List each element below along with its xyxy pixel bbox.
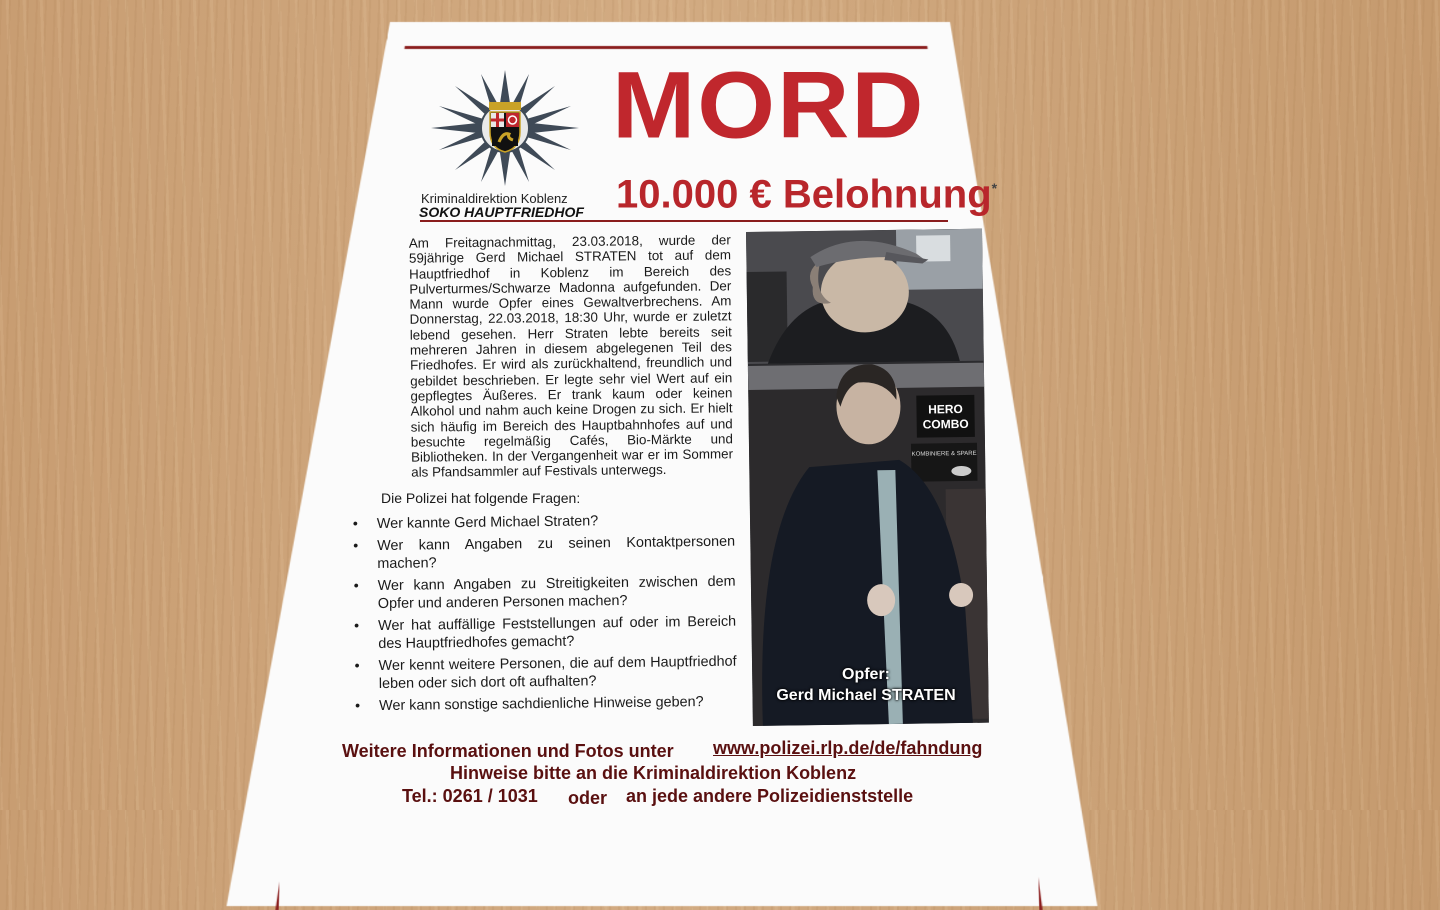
- question-text: Wer kannte Gerd Michael Straten?: [376, 513, 599, 533]
- bullet-icon: •: [352, 516, 359, 533]
- victim-photos: [746, 229, 989, 726]
- fahndung-link[interactable]: www.polizei.rlp.de/de/fahndung: [713, 738, 983, 758]
- list-item: [353, 692, 737, 715]
- tips-contact-text: Hinweise bitte an die Kriminaldirektion Koblenz: [450, 763, 857, 783]
- list-item: [352, 612, 736, 654]
- case-description: Am Freitagnachmittag, 23.03.2018, wurde der 59jährige Gerd Michael STRATEN tot auf dem Hauptfriedhof in Koblenz im Bereich des Pulverturmes/Schwarze Madonna aufgefunden. Der Mann wurde Opfer eines Gewaltverbrechens. Am Donnerstag, 22.03.2018, 18:30 Uhr, wurde er zuletzt lebend gesehen. Herr Straten lebte bereits seit mehreren Jahren in diesem abgelegenen Teil des Friedhofes. Er wird als zurückhaltend, freundlich und gebildet beschrieben. Er legte sehr viel Wert auf ein gepflegtes Äußeres. Er trank kaum oder keinen Alkohol und nahm auch keine Drogen zu sich. Er hielt sich häufig im Bereich des Hauptbahnhofes auf und besuchte regelmäßig Cafés, Bio-Märkte und Bibliotheken. In der Vergangenheit war er im Sommer als Pfandsammler auf Festivals unterwegs.: [408, 232, 734, 481]
- list-item: [353, 652, 737, 694]
- police-star-emblem-icon: [430, 70, 580, 190]
- list-item: [351, 511, 735, 534]
- question-text: Wer kann Angaben zu seinen Kontaktpersonen machen?: [377, 533, 736, 573]
- bullet-icon: •: [353, 537, 359, 554]
- question-text: Wer kann Angaben zu Streitigkeiten zwischen dem Opfer und anderen Personen machen?: [377, 573, 736, 613]
- caption-name: Gerd Michael STRATEN: [776, 687, 956, 704]
- unit-name: SOKO HAUPTFRIEDHOF: [419, 204, 584, 220]
- header-divider: [420, 220, 948, 222]
- photo-caption: [746, 664, 986, 706]
- sign-text-combo: COMBO: [922, 416, 969, 432]
- question-text: Wer hat auffällige Feststellungen auf oder im Bereich des Hauptfriedhofes gemacht?: [378, 613, 737, 653]
- bullet-icon: •: [354, 657, 360, 674]
- or-text: oder: [568, 788, 608, 808]
- list-item: [351, 532, 735, 574]
- questions-list: [351, 511, 737, 719]
- sign-text-hero: HERO: [928, 401, 963, 417]
- question-text: Wer kann sonstige sachdienliche Hinweise geben?: [379, 693, 704, 714]
- bullet-icon: •: [353, 577, 359, 594]
- phone-number: Tel.: 0261 / 1031: [402, 786, 538, 806]
- any-station-text: an jede andere Polizeidienststelle: [626, 786, 914, 806]
- bullet-icon: •: [355, 697, 361, 714]
- bullet-icon: •: [354, 617, 360, 634]
- list-item: [352, 572, 736, 614]
- agency-name: Kriminaldirektion Koblenz: [421, 191, 568, 206]
- questions-heading: Die Polizei hat folgende Fragen:: [381, 490, 581, 506]
- reward-amount: 10.000 € Belohnung: [616, 172, 992, 217]
- more-info-text: Weitere Informationen und Fotos unter: [342, 741, 674, 761]
- question-text: Wer kennt weitere Personen, die auf dem Hauptfriedhof leben oder sich dort oft aufhalten?: [378, 653, 737, 693]
- reward-footnote-mark: *: [991, 180, 998, 196]
- caption-label: Opfer:: [842, 666, 890, 683]
- reward-text: [616, 164, 997, 218]
- poster-title: MORD: [612, 51, 926, 159]
- sign-text-kombiniere: KOMBINIERE & SPARE: [911, 450, 977, 458]
